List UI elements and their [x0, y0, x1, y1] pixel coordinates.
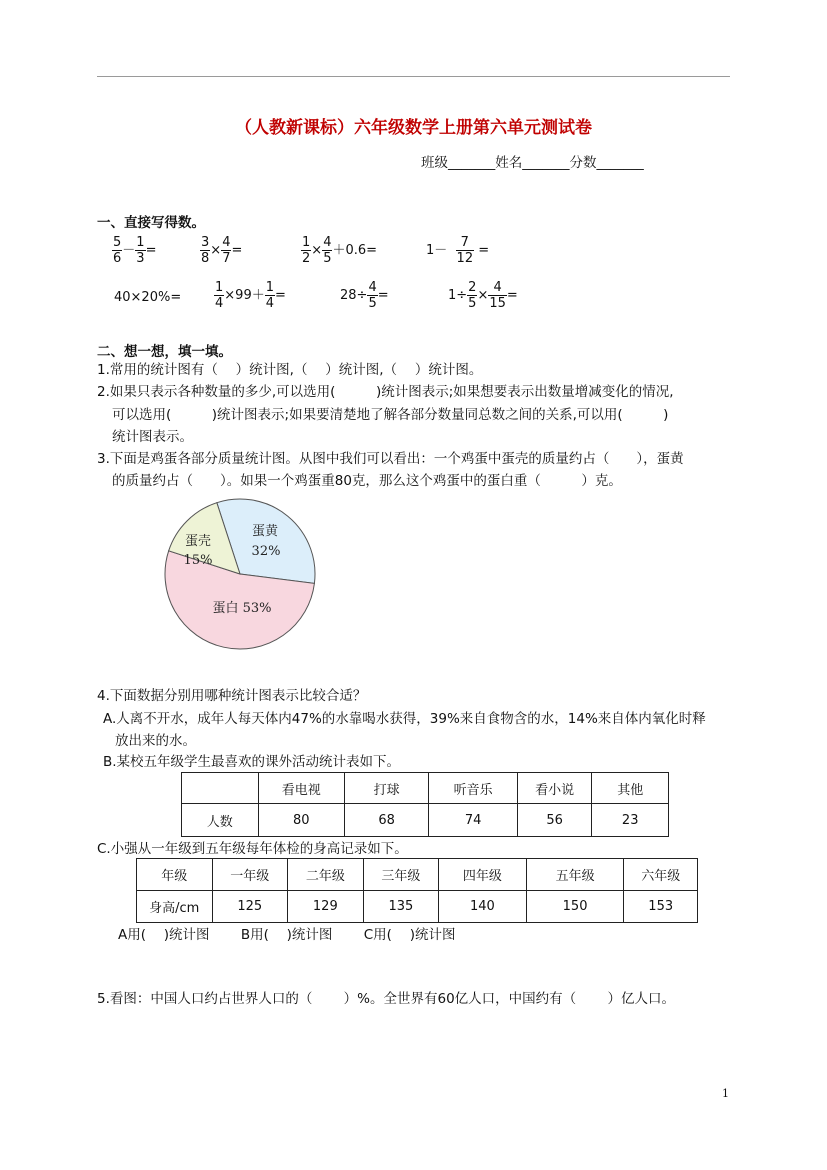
table-cell: 三年级: [363, 859, 439, 891]
table-row: [137, 891, 698, 923]
table-row: [182, 804, 669, 837]
table-cell: 身高/cm: [137, 891, 213, 923]
table-cell: 153: [624, 891, 698, 923]
fraction: $\frac{4}{5}$: [368, 280, 377, 311]
calc-item-f: $\frac{1}{4}$ ×99＋ $\frac{1}{4}$ =: [215, 280, 286, 311]
table-cell: 56: [517, 804, 592, 837]
question-4a-line1: A.人离不开水，成年人每天体内47%的水靠喝水获得，39%来自食物含的水，14%来自体内氧化时释: [103, 711, 706, 727]
question-4-answers: A用( )统计图 B用( )统计图 C用( )统计图: [118, 927, 456, 943]
fraction: $\frac{4}{5}$: [323, 235, 332, 266]
table-cell: 六年级: [624, 859, 698, 891]
calc-item-h: 1÷ $\frac{2}{5}$ × $\frac{4}{15}$ =: [448, 280, 518, 311]
pie-label-shell-value: 15%: [183, 553, 213, 568]
question-3-line2: 的质量约占（ ）。如果一个鸡蛋重80克，那么这个鸡蛋中的蛋白重（ ）克。: [112, 473, 622, 489]
height-table: [136, 858, 698, 923]
fraction: $\frac{1}{3}$: [136, 235, 145, 266]
student-info-line: 班级_______姓名_______分数_______: [421, 155, 644, 171]
table-cell: 打球: [344, 773, 428, 804]
table-header-row: [137, 859, 698, 891]
table-cell: 看电视: [258, 773, 344, 804]
question-3-line1: 3.下面是鸡蛋各部分质量统计图。从图中我们可以看出：一个鸡蛋中蛋壳的质量约占（ ），蛋黄: [97, 451, 684, 467]
table-cell: 74: [429, 804, 517, 837]
table-cell: 80: [258, 804, 344, 837]
calc-item-b: $\frac{3}{8}$ × $\frac{4}{7}$ =: [201, 235, 243, 266]
fraction: $\frac{1}{4}$: [265, 280, 274, 311]
pie-label-shell-name: 蛋壳: [184, 534, 212, 549]
calc-item-d: 1－ $\frac{7}{12}$ =: [426, 235, 490, 266]
calc-item-c: $\frac{1}{2}$ × $\frac{4}{5}$ ＋0.6=: [302, 235, 378, 266]
table-cell: 听音乐: [429, 773, 517, 804]
fraction: $\frac{3}{8}$: [201, 235, 210, 266]
question-4b: B.某校五年级学生最喜欢的课外活动统计表如下。: [103, 754, 401, 770]
section2-heading: 二、想一想，填一填。: [97, 344, 232, 360]
pie-label-white: 蛋白 53%: [212, 601, 272, 616]
question-2-line2: 可以选用( )统计图表示;如果要清楚地了解各部分数量同总数之间的关系,可以用( ): [112, 407, 669, 423]
question-1: 1.常用的统计图有（ ）统计图,（ ）统计图,（ ）统计图。: [97, 362, 483, 378]
question-2-line3: 统计图表示。: [112, 429, 193, 445]
pie-label-yolk-value: 32%: [251, 544, 281, 559]
table-cell: 23: [592, 804, 669, 837]
table-cell: 135: [363, 891, 439, 923]
question-2-line1: 2.如果只表示各种数量的多少,可以选用( )统计图表示;如果想要表示出数量增减变化的情况,: [97, 384, 674, 400]
calc-item-e: 40×20%=: [114, 290, 182, 305]
fraction: $\frac{4}{15}$: [489, 280, 506, 311]
fraction: $\frac{4}{7}$: [222, 235, 231, 266]
page-number: 1: [722, 1087, 729, 1100]
table-cell: 一年级: [212, 859, 288, 891]
page-title: （人教新课标）六年级数学上册第六单元测试卷: [235, 118, 592, 138]
table-cell: [182, 773, 259, 804]
table-header-row: [182, 773, 669, 804]
calc-item-g: 28÷ $\frac{4}{5}$ =: [340, 280, 389, 311]
question-4c: C.小强从一年级到五年级每年体检的身高记录如下。: [97, 841, 408, 857]
egg-pie-chart: [160, 495, 330, 655]
table-cell: 125: [212, 891, 288, 923]
table-cell: 四年级: [439, 859, 527, 891]
question-5: 5.看图：中国人口约占世界人口的（ ）%。全世界有60亿人口，中国约有（ ）亿人口。: [97, 991, 675, 1007]
fraction: $\frac{5}{6}$: [113, 235, 122, 266]
table-cell: 140: [439, 891, 527, 923]
fraction: $\frac{7}{12}$: [456, 235, 474, 266]
pie-label-yolk-name: 蛋黄: [251, 524, 279, 539]
activity-table: [181, 772, 669, 837]
fraction: $\frac{2}{5}$: [468, 280, 477, 311]
question-4-title: 4.下面数据分别用哪种统计图表示比较合适？: [97, 688, 367, 704]
table-cell: 人数: [182, 804, 259, 837]
top-rule: [97, 76, 730, 77]
table-cell: 五年级: [526, 859, 624, 891]
calc-item-a: $\frac{5}{6}$ － $\frac{1}{3}$ =: [113, 235, 157, 266]
table-cell: 二年级: [288, 859, 364, 891]
table-cell: 年级: [137, 859, 213, 891]
table-cell: 68: [344, 804, 428, 837]
table-cell: 其他: [592, 773, 669, 804]
question-4a-line2: 放出来的水。: [115, 733, 196, 749]
table-cell: 看小说: [517, 773, 592, 804]
table-cell: 129: [288, 891, 364, 923]
table-cell: 150: [526, 891, 624, 923]
fraction: $\frac{1}{2}$: [302, 235, 311, 266]
fraction: $\frac{1}{4}$: [215, 280, 224, 311]
section1-heading: 一、直接写得数。: [97, 215, 205, 231]
